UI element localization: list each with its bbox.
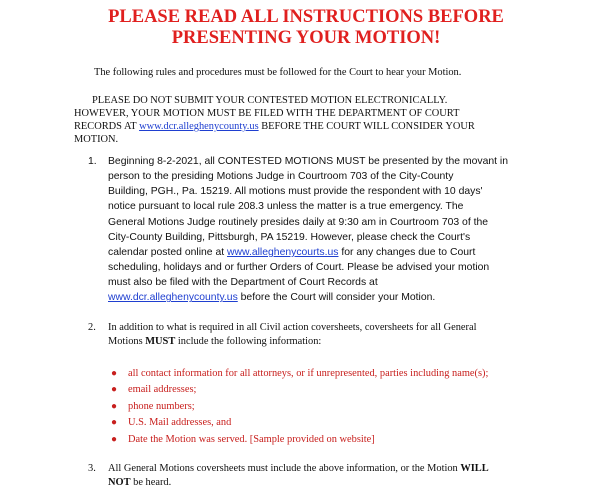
title-line-2: PRESENTING YOUR MOTION!: [171, 28, 441, 48]
courts-website-link[interactable]: www.alleghenycourts.us: [227, 246, 339, 258]
page-title: [0, 7, 612, 49]
item-1-line: notice pursuant to local rule 208.3 unless the matter is a true emergency. The: [108, 201, 464, 213]
list-item-text: U.S. Mail addresses, and: [128, 417, 232, 429]
item-1-line: before the Court will consider your Motion.: [237, 292, 436, 304]
warning-line-3-end: BEFORE THE COURT WILL CONSIDER YOUR: [258, 121, 475, 132]
list-item: [108, 432, 558, 448]
item-3-number: 3.: [88, 463, 96, 474]
required-info-list: [108, 366, 558, 448]
bullet-icon: ●: [111, 417, 118, 429]
list-item: [108, 382, 558, 398]
item-2-paragraph: [108, 321, 548, 348]
will-emphasis: WILL: [460, 463, 489, 474]
item-1-number: 1.: [88, 156, 97, 167]
item-1-line: Beginning 8-2-2021, all CONTESTED MOTIONS MUST be presented by the movant in: [108, 156, 509, 167]
item-1-line: must also be filed with the Department of Court Records at: [108, 277, 378, 289]
warning-line-4: MOTION.: [74, 134, 119, 145]
list-item-text: email addresses;: [128, 384, 197, 396]
title-line-1: PLEASE READ ALL INSTRUCTIONS BEFORE: [108, 7, 504, 27]
list-item: [108, 415, 558, 431]
bullet-icon: ●: [111, 368, 118, 379]
warning-line-2: HOWEVER, YOUR MOTION MUST BE FILED WITH THE DEPARTMENT OF COURT: [74, 108, 460, 119]
must-emphasis: MUST: [145, 335, 176, 347]
item-2-number: 2.: [88, 322, 96, 333]
list-item-text: Date the Motion was served. [Sample provided on website]: [128, 433, 375, 445]
item-3-paragraph: [108, 462, 548, 489]
not-emphasis: NOT: [108, 476, 131, 488]
item-1-line: for any changes due to Court: [338, 246, 476, 258]
list-item: [108, 399, 558, 415]
electronic-filing-warning: [74, 94, 544, 146]
item-2-line: In addition to what is required in all Civil action coversheets, coversheets for all General: [108, 322, 477, 333]
item-1-line: City-County Building, Pittsburgh, PA 15219. However, please check the Court's: [108, 231, 471, 243]
warning-line-1: PLEASE DO NOT SUBMIT YOUR CONTESTED MOTION ELECTRONICALLY.: [92, 95, 448, 106]
bullet-icon: ●: [111, 384, 118, 396]
item-1-paragraph: [108, 154, 548, 306]
dcr-website-link[interactable]: www.dcr.alleghenycounty.us: [108, 292, 238, 304]
item-1-line: scheduling, holidays and or further Orders of Court. Please be advised your motion: [108, 262, 490, 274]
item-1-line: calendar posted online at: [108, 246, 228, 258]
dcr-website-link[interactable]: www.dcr.alleghenycounty.us: [139, 121, 259, 132]
list-item-text: all contact information for all attorneys, or if unrepresented, parties including name(s);: [128, 368, 489, 379]
bullet-icon: ●: [111, 433, 118, 445]
item-2-line: Motions: [108, 335, 146, 347]
list-item-text: phone numbers;: [128, 400, 195, 412]
warning-line-3-start: RECORDS AT: [74, 121, 140, 132]
list-item: [108, 366, 558, 382]
item-2-line: include the following information:: [175, 335, 322, 347]
item-1-line: General Motions Judge routinely presides daily at 9:30 am in Courtroom 703 of the: [108, 216, 489, 228]
intro-paragraph: The following rules and procedures must be followed for the Court to hear your Motion.: [94, 67, 462, 78]
item-1-line: person to the presiding Motions Judge in Courtroom 703 of the City-County: [108, 171, 454, 183]
item-3-line: All General Motions coversheets must include the above information, or the Motion: [108, 463, 461, 474]
item-3-line: be heard.: [130, 476, 172, 488]
item-1-line: Building, PGH., Pa. 15219. All motions must provide the respondent with 10 days': [108, 186, 483, 198]
bullet-icon: ●: [111, 400, 118, 412]
